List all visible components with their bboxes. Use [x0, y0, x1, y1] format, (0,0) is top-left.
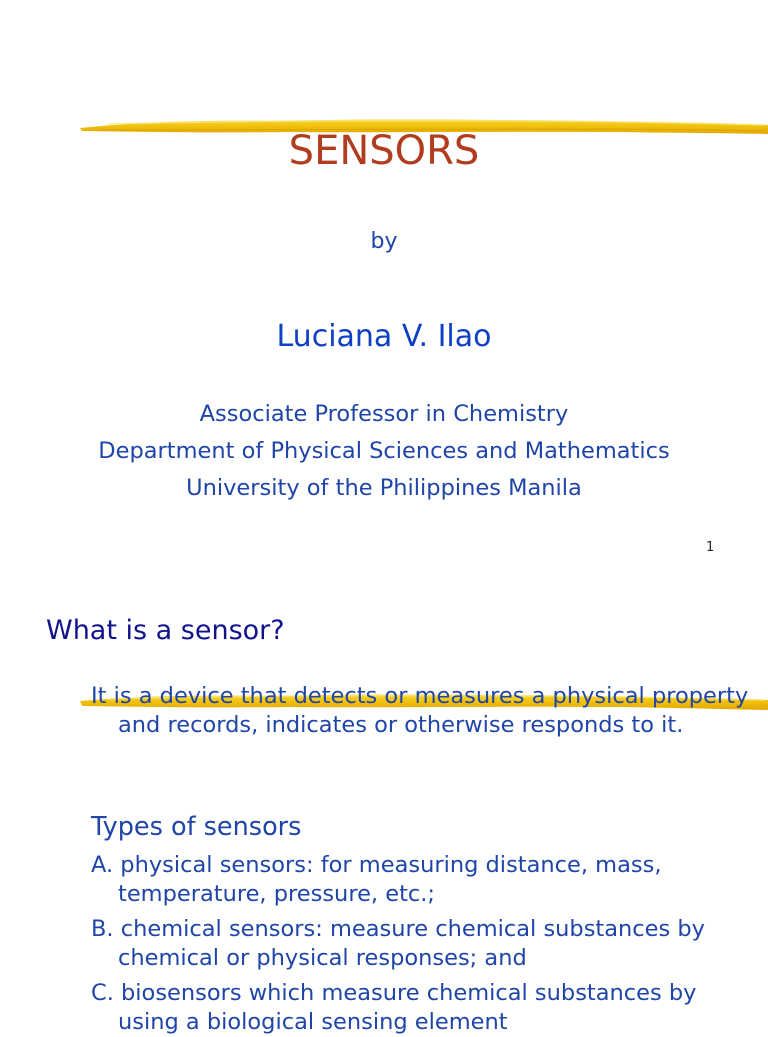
page-number: 1 [706, 540, 715, 555]
slide-title: SENSORS [288, 128, 480, 174]
by-label: by [370, 229, 398, 254]
author-department: Department of Physical Sciences and Mathematics [98, 438, 670, 464]
sensor-definition: It is a device that detects or measures a physical property and records, indicates or otherwise responds to it. [91, 683, 749, 738]
list-item-biosensors: C. biosensors which measure chemical substances by using a biological sensing element [91, 980, 697, 1035]
author-university: University of the Philippines Manila [186, 475, 582, 501]
list-item-chemical-sensors: B. chemical sensors: measure chemical substances by chemical or physical responses; and [91, 916, 705, 971]
author-position: Associate Professor in Chemistry [199, 401, 569, 427]
author-name: Luciana V. Ilao [276, 319, 492, 354]
types-heading: Types of sensors [91, 812, 302, 842]
slide-heading: What is a sensor? [46, 615, 285, 646]
list-item-physical-sensors: A. physical sensors: for measuring distance, mass, temperature, pressure, etc.; [91, 852, 662, 907]
content-slide [0, 575, 768, 1035]
